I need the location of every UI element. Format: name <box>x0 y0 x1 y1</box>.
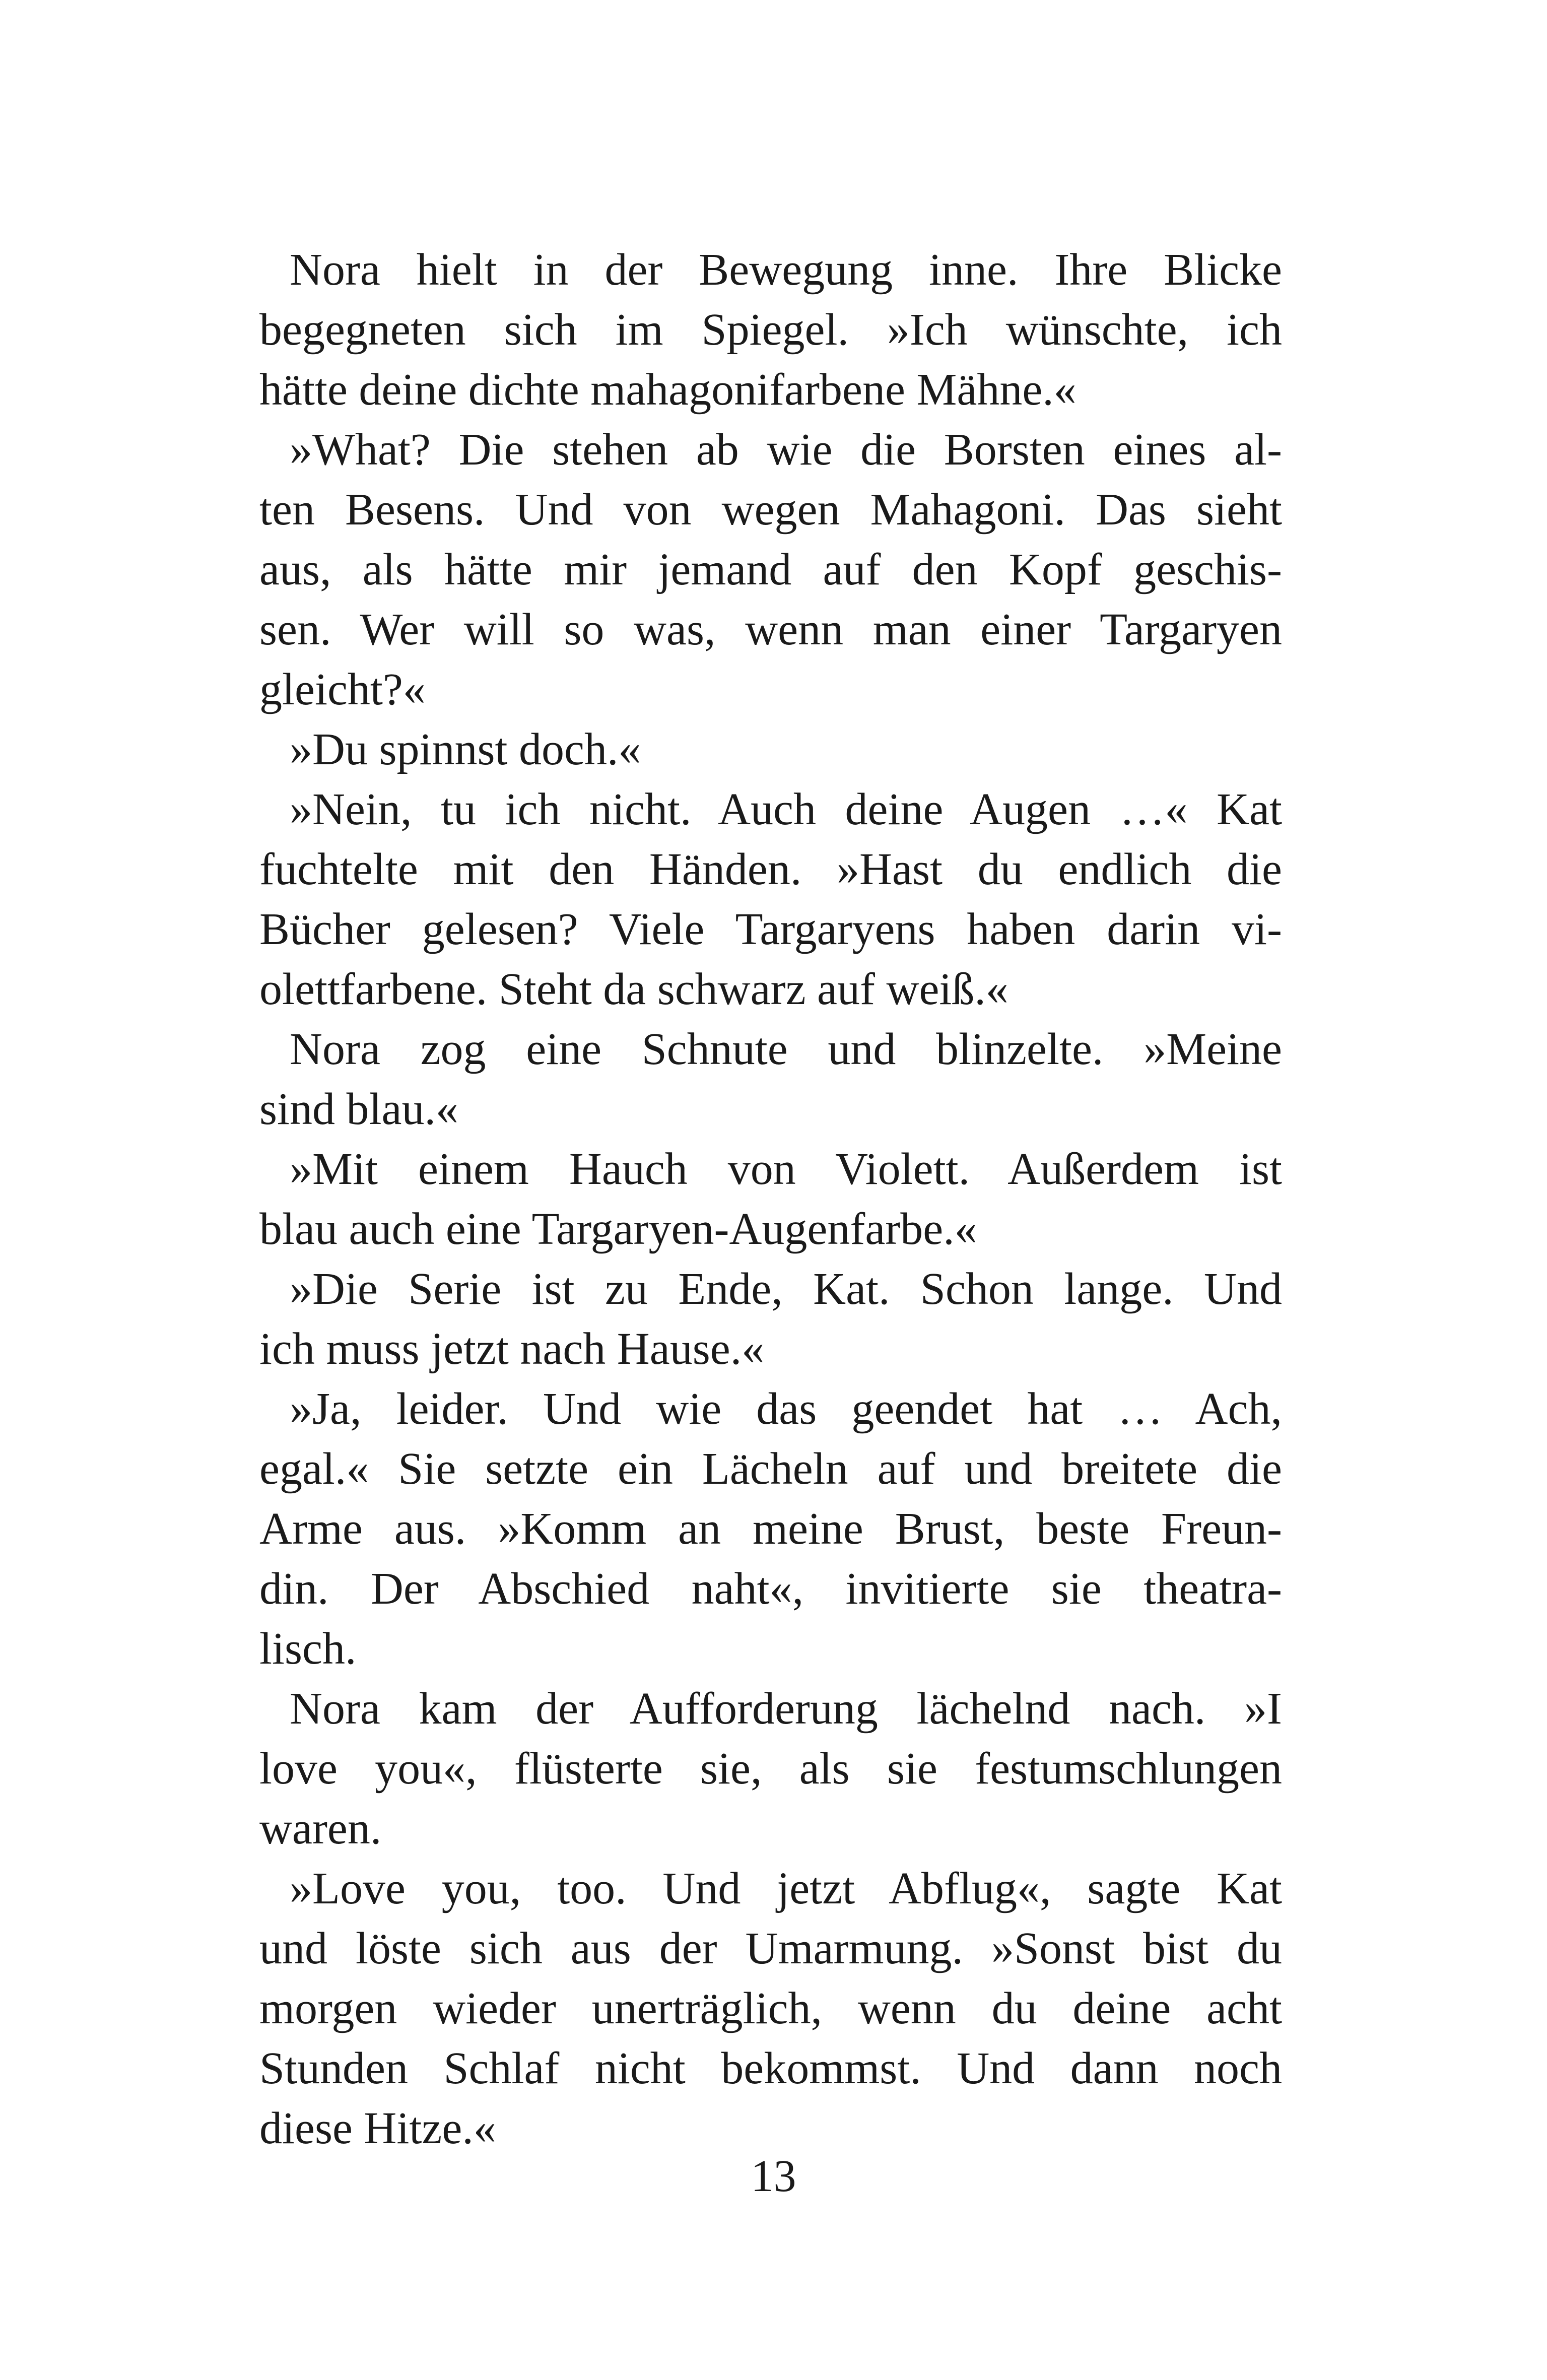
text-line: »Love you, too. Und jetzt Abflug«, sagte Kat <box>290 1864 1282 1913</box>
paragraph <box>259 1259 1282 1379</box>
text-line: love you«, flüsterte sie, als sie festumschlungen <box>259 1744 1282 1794</box>
text-line: fuchtelte mit den Händen. »Hast du endlich die <box>259 844 1282 894</box>
paragraph <box>259 1679 1282 1859</box>
text-line: Stunden Schlaf nicht bekommst. Und dann noch <box>259 2043 1282 2093</box>
paragraph <box>259 240 1282 420</box>
text-line: waren. <box>259 1804 382 1854</box>
text-line: gleicht?« <box>259 665 426 714</box>
paragraph <box>259 1859 1282 2158</box>
text-line: »Du spinnst doch.« <box>290 724 641 774</box>
text-line: din. Der Abschied naht«, invitierte sie theatra- <box>259 1564 1282 1614</box>
paragraph <box>259 1139 1282 1259</box>
text-line: Arme aus. »Komm an meine Brust, beste Freun- <box>259 1504 1282 1554</box>
text-line: Nora kam der Aufforderung lächelnd nach. »I <box>290 1684 1282 1734</box>
text-line: »What? Die stehen ab wie die Borsten eines al- <box>290 425 1282 475</box>
text-line: diese Hitze.« <box>259 2103 496 2153</box>
text-line: »Die Serie ist zu Ende, Kat. Schon lange. Und <box>290 1264 1282 1314</box>
text-line: ten Besens. Und von wegen Mahagoni. Das sieht <box>259 485 1282 535</box>
text-line: egal.« Sie setzte ein Lächeln auf und breitete die <box>259 1444 1282 1494</box>
text-line: morgen wieder unerträglich, wenn du deine acht <box>259 1984 1282 2033</box>
text-line: und löste sich aus der Umarmung. »Sonst bist du <box>259 1924 1282 1973</box>
text-line: Nora zog eine Schnute und blinzelte. »Meine <box>290 1024 1282 1074</box>
text-line: »Mit einem Hauch von Violett. Außerdem ist <box>290 1144 1282 1194</box>
paragraph <box>259 719 1282 779</box>
text-line: Nora hielt in der Bewegung inne. Ihre Blicke <box>290 245 1282 295</box>
body-text <box>259 240 1282 2158</box>
paragraph <box>259 420 1282 719</box>
page-number: 13 <box>751 2151 796 2201</box>
paragraph <box>259 779 1282 1019</box>
text-line: »Nein, tu ich nicht. Auch deine Augen …« Kat <box>290 784 1282 834</box>
text-line: olettfarbene. Steht da schwarz auf weiß.« <box>259 964 1008 1014</box>
paragraph <box>259 1379 1282 1679</box>
text-line: aus, als hätte mir jemand auf den Kopf geschis- <box>259 545 1282 594</box>
text-line: ich muss jetzt nach Hause.« <box>259 1324 765 1374</box>
text-line: Bücher gelesen? Viele Targaryens haben darin vi- <box>259 904 1282 954</box>
text-line: sen. Wer will so was, wenn man einer Targaryen <box>259 605 1282 654</box>
text-line: sind blau.« <box>259 1084 458 1134</box>
text-line: lisch. <box>259 1624 357 1674</box>
paragraph <box>259 1019 1282 1139</box>
text-line: »Ja, leider. Und wie das geendet hat … Ach, <box>290 1384 1282 1434</box>
text-line: hätte deine dichte mahagonifarbene Mähne.« <box>259 365 1077 415</box>
text-line: begegneten sich im Spiegel. »Ich wünschte, ich <box>259 305 1282 355</box>
text-line: blau auch eine Targaryen-Augenfarbe.« <box>259 1204 977 1254</box>
